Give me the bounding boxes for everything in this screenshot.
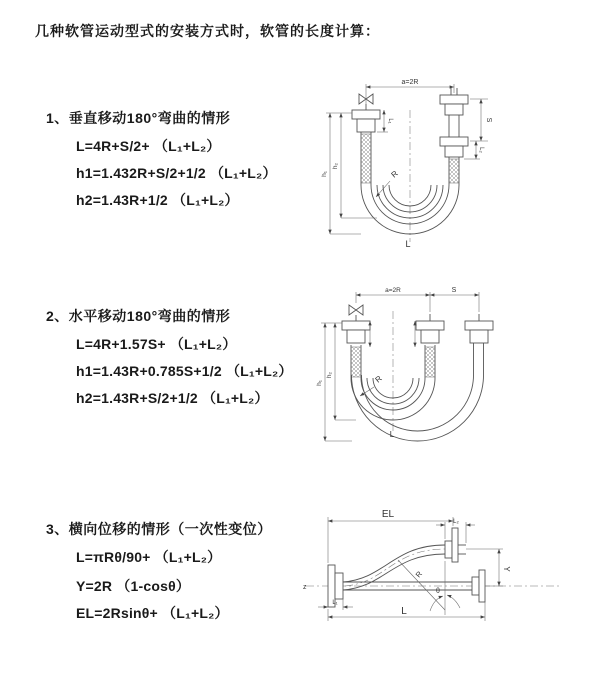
right-flange-original bbox=[472, 570, 485, 602]
diagram-lateral-displacement bbox=[300, 503, 580, 638]
page-title: 几种软管运动型式的安装方式时，软管的长度计算： bbox=[35, 23, 380, 39]
length-label: L bbox=[405, 239, 411, 249]
section-3-heading: 3、横向位移的情形（一次性变位） bbox=[46, 521, 272, 537]
dim-y-label: Y bbox=[502, 566, 511, 572]
right-fitting-original bbox=[440, 137, 468, 157]
braid-left bbox=[361, 134, 371, 183]
dim-el-label: EL bbox=[381, 509, 395, 520]
section-2-formula-3: h2=1.43R+S/2+1/2 （L₁+L₂） bbox=[76, 390, 269, 406]
axis-mark-label: z bbox=[303, 584, 307, 591]
section-2-heading: 2、水平移动180°弯曲的情形 bbox=[46, 308, 231, 324]
dim-length-label: L bbox=[401, 606, 407, 617]
radius-label: R bbox=[413, 569, 425, 580]
radius-label: R bbox=[373, 373, 384, 385]
left-fitting bbox=[352, 110, 380, 132]
angle-construction bbox=[398, 560, 460, 615]
length-label: L bbox=[389, 430, 395, 439]
dim-stroke bbox=[470, 99, 492, 141]
dim-l2-label: L₂ bbox=[478, 147, 484, 153]
theta-label: θ bbox=[436, 588, 440, 595]
braid-left bbox=[351, 347, 361, 377]
dim-h1-label: h₁ bbox=[316, 380, 323, 386]
radius-leader bbox=[376, 169, 400, 197]
section-1-formula-3: h2=1.43R+1/2 （L₁+L₂） bbox=[76, 192, 239, 208]
section-2-formula-1: L=4R+1.57S+ （L₁+L₂） bbox=[76, 336, 237, 352]
hose-s-curve-moved bbox=[343, 545, 445, 590]
right-fitting-moved bbox=[465, 314, 493, 343]
section-3-formula-3: EL=2Rsinθ+ （L₁+L₂） bbox=[76, 605, 229, 621]
dim-width-label: a=2R bbox=[385, 287, 401, 294]
dim-h1-label: h₁ bbox=[321, 171, 328, 177]
dim-l1-label: L₁ bbox=[332, 600, 338, 606]
dim-h2-label: h₂ bbox=[326, 371, 333, 379]
diagram-vertical-180-bend bbox=[310, 70, 560, 255]
section-1-formula-2: h1=1.432R+S/2+1/2 （L₁+L₂） bbox=[76, 165, 277, 181]
dim-length bbox=[328, 602, 485, 621]
section-3-formula-2: Y=2R （1-cosθ） bbox=[76, 578, 191, 594]
dim-stroke-label: S bbox=[485, 117, 492, 123]
dim-stroke bbox=[430, 287, 479, 312]
dim-width bbox=[356, 287, 430, 312]
radius-label: R bbox=[389, 168, 400, 180]
section-3-formula-1: L=πRθ/90+ （L₁+L₂） bbox=[76, 549, 222, 565]
middle-fitting bbox=[416, 314, 444, 343]
dim-l1-label: L₁ bbox=[387, 118, 393, 124]
dim-h2-label: h₂ bbox=[332, 162, 339, 170]
dim-width-label: a=2R bbox=[401, 79, 419, 86]
section-1-heading: 1、垂直移动180°弯曲的情形 bbox=[46, 110, 231, 126]
valve-icon bbox=[349, 305, 363, 321]
dim-stroke-label: S bbox=[451, 287, 457, 294]
left-fitting bbox=[342, 321, 370, 343]
dim-l2-label: L₂ bbox=[453, 519, 459, 525]
section-1-formula-1: L=4R+S/2+ （L₁+L₂） bbox=[76, 138, 221, 154]
braid-right bbox=[449, 159, 459, 183]
diagram-horizontal-180-bend bbox=[308, 283, 570, 446]
braid-middle bbox=[425, 347, 435, 377]
section-2-formula-2: h1=1.43R+0.785S+1/2 （L₁+L₂） bbox=[76, 363, 293, 379]
upper-flange-moved bbox=[445, 528, 466, 562]
